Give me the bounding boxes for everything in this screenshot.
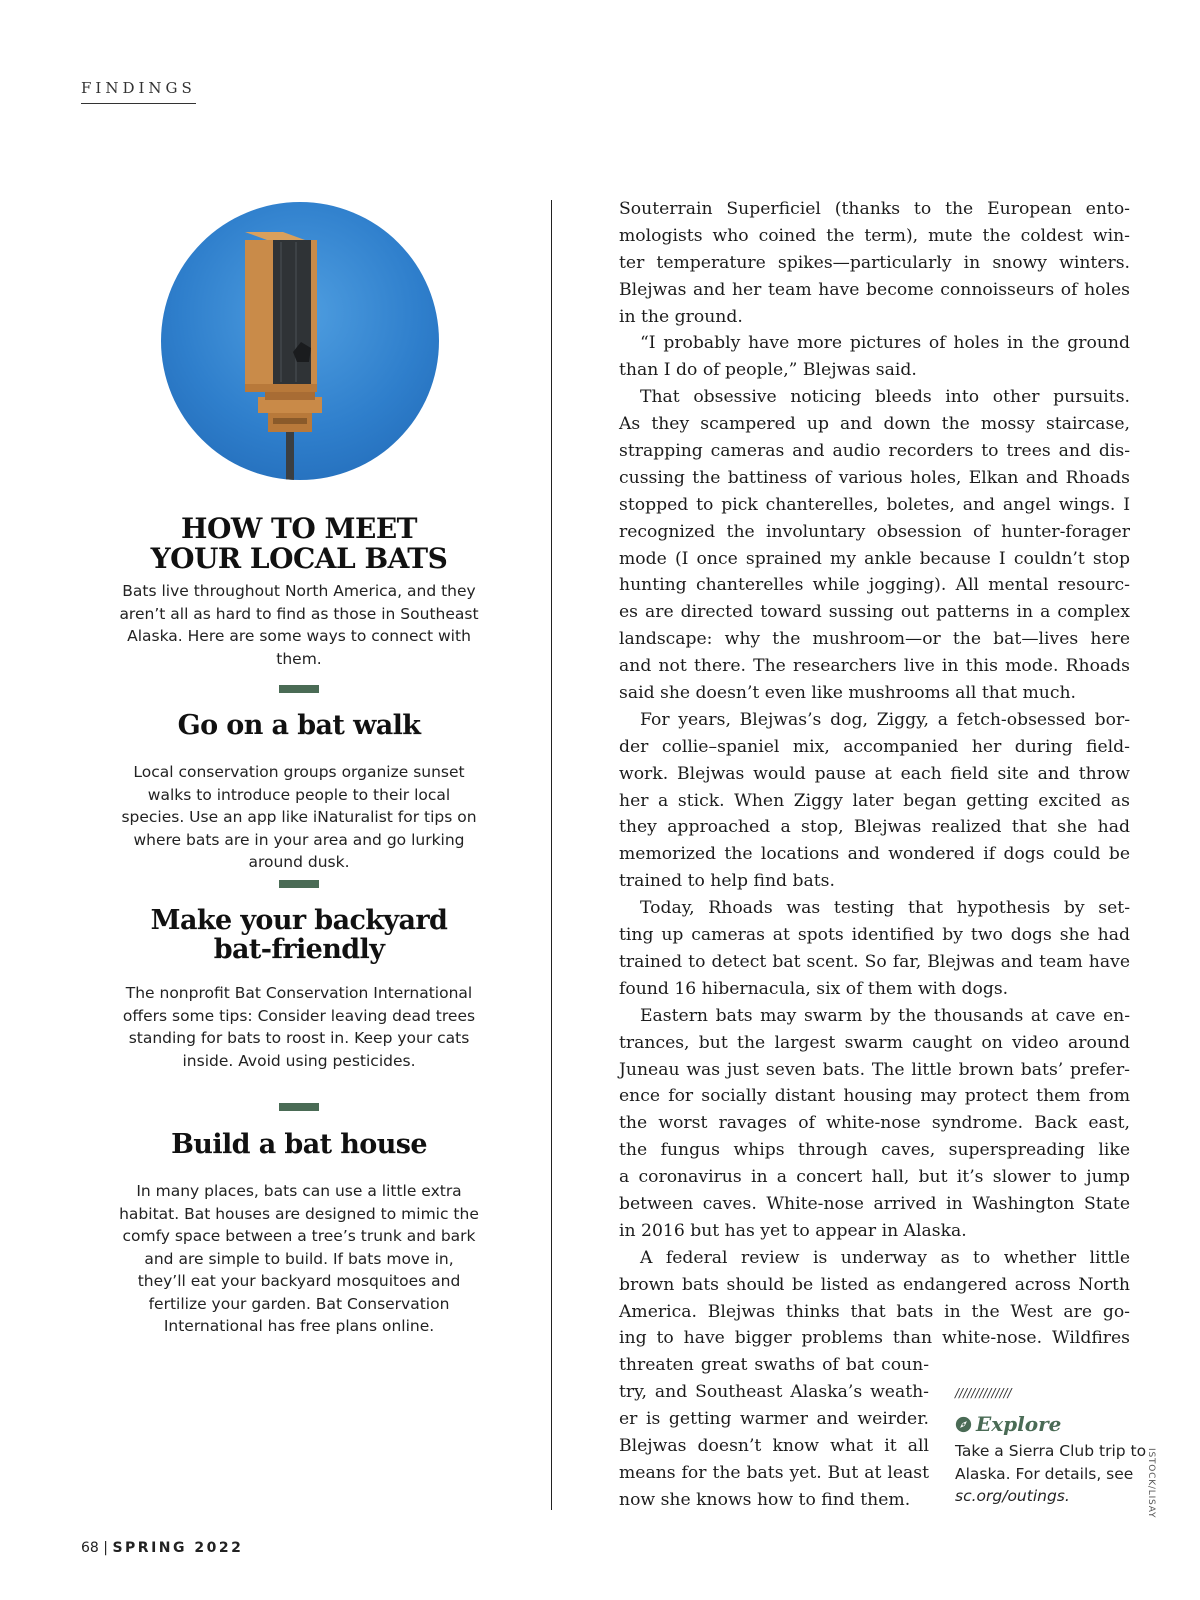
body-line: found 16 hibernacula, six of them with dogs.: [619, 978, 1009, 999]
section-divider: [279, 1103, 319, 1111]
issue-season: SPRING 2022: [112, 1540, 244, 1556]
body-line: they approached a stop, Blejwas realized that she had: [619, 817, 1130, 838]
body-line: Souterrain Superficiel (thanks to the European ento-: [619, 199, 1130, 219]
body-line: brown bats should be listed as endangered across North: [619, 1274, 1130, 1295]
body-line: For years, Blejwas’s dog, Ziggy, a fetch-obsessed bor-: [640, 709, 1130, 730]
body-line: stopped to pick chanterelles, boletes, and angel wings. I: [619, 494, 1130, 515]
explore-box: [955, 1386, 1155, 1508]
body-line: strapping cameras and audio recorders to trees and dis-: [619, 441, 1130, 462]
compass-icon: [955, 1416, 972, 1433]
body-line: ence for socially distant housing may protect them from: [619, 1086, 1130, 1107]
body-line: trained to help find bats.: [619, 871, 835, 892]
explore-link[interactable]: sc.org/outings.: [955, 1487, 1070, 1505]
explore-header: [955, 1412, 1155, 1436]
sidebar-title-line2: YOUR LOCAL BATS: [150, 542, 448, 575]
body-line: between caves. White-nose arrived in Washington State: [619, 1193, 1130, 1214]
body-line: er is getting warmer and weirder.: [619, 1409, 929, 1430]
sidebar-intro-text: Bats live throughout North America, and they aren’t all as hard to find as those in Southeast Alaska. Here are some ways to connect with them.: [119, 582, 479, 668]
body-line: der collie–spaniel mix, accompanied her during field-: [619, 736, 1130, 757]
tip-text: Local conservation groups organize sunset walks to introduce people to their local species. Use an app like iNaturalist for tips on where bats are in your area and go lurking around dusk.: [121, 763, 477, 871]
tip-backyard: [118, 906, 480, 1072]
body-line: a coronavirus in a concert hall, but it’s slower to jump: [619, 1167, 1130, 1188]
body-line: work. Blejwas would pause at each field site and throw: [619, 763, 1130, 784]
photo-credit: ISTOCK/LISAY: [1146, 1448, 1156, 1519]
body-line: Today, Rhoads was testing that hypothesis by set-: [640, 898, 1130, 919]
body-line: now she knows how to find them.: [619, 1489, 911, 1510]
explore-title: Explore: [976, 1412, 1062, 1436]
body-line: That obsessive noticing bleeds into other pursuits.: [640, 387, 1130, 408]
body-line: ting up cameras at spots identified by two dogs she had: [619, 925, 1130, 946]
explore-text: [955, 1440, 1155, 1508]
body-line: Blejwas and her team have become connoisseurs of holes: [619, 279, 1130, 300]
sidebar-intro: [118, 580, 480, 670]
tip-bat-house: [118, 1130, 480, 1338]
body-line: in 2016 but has yet to appear in Alaska.: [619, 1220, 967, 1241]
bat-house-photo: [161, 202, 439, 480]
body-line: landscape: why the mushroom—or the bat—lives here: [619, 629, 1130, 650]
tip-heading: Build a bat house: [171, 1129, 427, 1160]
body-line: ter temperature spikes—particularly in snowy winters.: [619, 252, 1130, 273]
body-line: and not there. The researchers live in this mode. Rhoads: [619, 656, 1130, 677]
bat-house-illustration: [161, 202, 439, 480]
article-body: [619, 196, 1130, 1514]
body-line: As they scampered up and down the mossy staircase,: [619, 414, 1130, 435]
body-line: hunting chanterelles while jogging). All mental resourc-: [619, 575, 1130, 596]
tip-text: In many places, bats can use a little extra habitat. Bat houses are designed to mimic the comfy space between a tree’s trunk and bark and are simple to build. If bats move in, they’ll eat your backyard mosquitoes and fertilize your garden. Bat Conservation International has free plans online.: [119, 1182, 479, 1335]
body-line: memorized the locations and wondered if dogs could be: [619, 844, 1130, 865]
body-line: Eastern bats may swarm by the thousands at cave en-: [640, 1005, 1130, 1026]
body-line: the fungus whips through caves, superspreading like: [619, 1140, 1130, 1161]
body-line: try, and Southeast Alaska’s weath-: [619, 1382, 929, 1403]
body-line: said she doesn’t even like mushrooms all that much.: [619, 683, 1077, 704]
section-divider: [279, 880, 319, 888]
body-line: es are directed toward sussing out patterns in a complex: [619, 602, 1130, 623]
tip-text: The nonprofit Bat Conservation International offers some tips: Consider leaving dead trees standing for bats to roost in. Keep your cats inside. Avoid using pesticides.: [122, 984, 476, 1070]
body-line: trances, but the largest swarm caught on video around: [619, 1032, 1130, 1053]
body-line: America. Blejwas thinks that bats in the West are go-: [619, 1301, 1130, 1322]
body-line: than I do of people,” Blejwas said.: [619, 360, 917, 381]
body-line: ing to have bigger problems than white-nose. Wildfires: [619, 1328, 1130, 1349]
explore-body: Take a Sierra Club trip to Alaska. For details, see: [955, 1442, 1147, 1483]
tip-heading: Go on a bat walk: [177, 710, 421, 741]
body-line: the worst ravages of white-nose syndrome. Back east,: [619, 1113, 1130, 1134]
body-line: trained to detect bat scent. So far, Blejwas and team have: [619, 951, 1130, 972]
sidebar-title: [118, 514, 480, 574]
body-line: Blejwas doesn’t know what it all: [619, 1435, 929, 1456]
tip-heading: Make your backyard bat-friendly: [150, 905, 448, 965]
body-line: mode (I once sprained my ankle because I couldn’t stop: [619, 548, 1130, 569]
body-line: recognized the involuntary obsession of hunter-forager: [619, 521, 1130, 542]
body-line: threaten great swaths of bat coun-: [619, 1355, 929, 1376]
page-number: 68: [81, 1540, 99, 1556]
folio: [81, 1540, 243, 1556]
body-line: A federal review is underway as to whether little: [640, 1247, 1130, 1268]
body-line: Juneau was just seven bats. The little brown bats’ prefer-: [619, 1059, 1130, 1080]
sidebar-title-line1: HOW TO MEET: [180, 512, 418, 545]
body-line: in the ground.: [619, 306, 743, 327]
decorative-slashes: //////////////: [955, 1386, 1012, 1400]
tip-bat-walk: [118, 711, 480, 874]
column-rule: [551, 200, 552, 1510]
body-line: mologists who coined the term), mute the coldest win-: [619, 225, 1130, 246]
body-line: “I probably have more pictures of holes in the ground: [640, 333, 1130, 354]
body-line: her a stick. When Ziggy later began getting excited as: [619, 790, 1130, 811]
folio-separator: |: [103, 1540, 108, 1556]
section-label: FINDINGS: [81, 79, 196, 104]
body-line: cussing the battiness of various holes, Elkan and Rhoads: [619, 467, 1130, 488]
section-divider: [279, 685, 319, 693]
body-line: means for the bats yet. But at least: [619, 1462, 929, 1483]
